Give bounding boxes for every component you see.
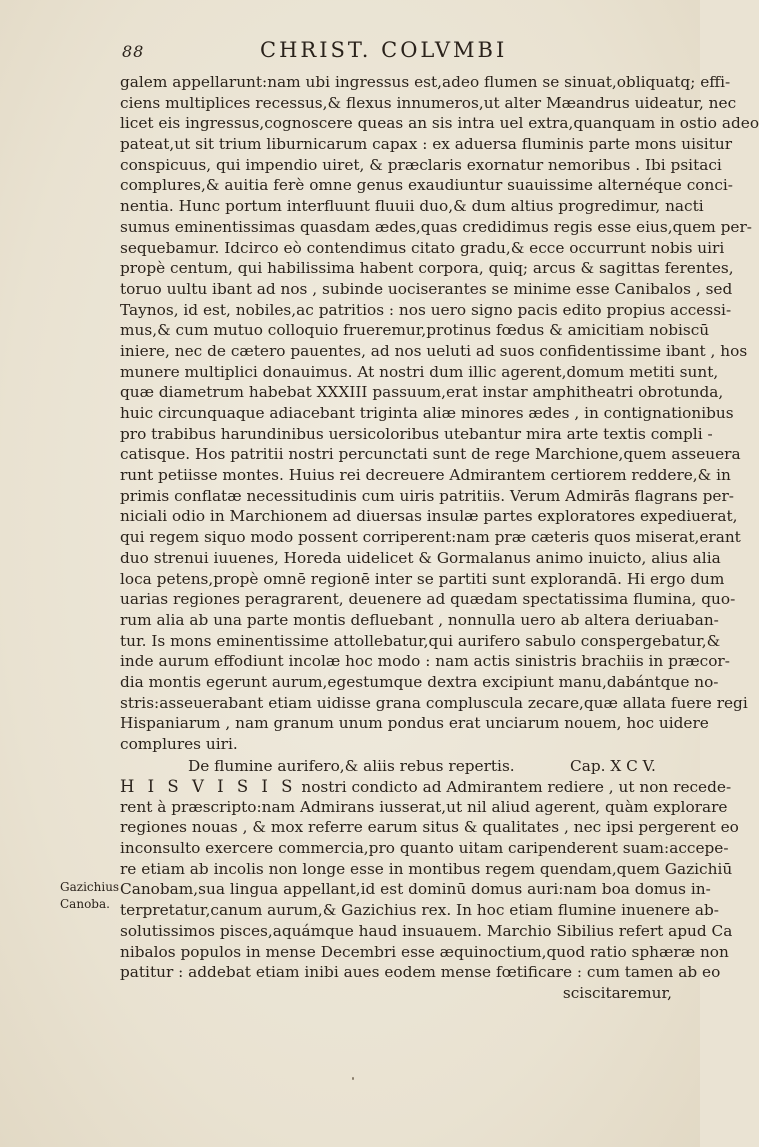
text-line: loca petens,propè omnē regionē inter se partiti sunt explorandā. Hi ergo dum <box>120 569 725 588</box>
text-line: primis conflatæ necessitudinis cum uiris patritiis. Verum Admirās flagrans per- <box>120 486 734 505</box>
text-line: stris:asseuerabant etiam uidisse grana complusculа zecare,quæ allata fuere regi <box>120 693 748 712</box>
text-line: pro trabibus harundinibus uersicoloribus utebantur mira arte textis compli - <box>120 424 713 443</box>
text-line: conspicuus, qui impendio uiret, & præclaris exornatur nemoribus . Ibi psitaci <box>120 155 722 174</box>
text-line: nibalos populos in mense Decembri esse æquinoctium,quod ratio sphæræ non <box>120 942 729 961</box>
text-line: qui regem siquo modo possent corriperent:nam præ cæteris quos miserat,erant <box>120 528 741 547</box>
text-line: licet eis ingressus,cognoscere queas an sis intra uel extra,quanquam in ostio adeo <box>120 114 759 133</box>
text-line: re etiam ab incolis non longe esse in montibus regem quendam,quem Gazichiū <box>120 859 733 878</box>
text-line: runt petiisse montes. Huius rei decreuere Admirantem certiorem reddere,& in <box>120 466 731 485</box>
text-line: tur. Is mons eminentissime attollebatur,qui aurifero sabulo conspergebatur,& <box>120 631 721 650</box>
text-line: Hispaniarum , nam granum unum pondus erat unciarum nouem, hoc uidere <box>120 714 709 733</box>
text-line: galem appellarunt:nam ubi ingressus est,adeo flumen se sinuat,obliquatq; effi- <box>120 73 731 91</box>
opening-small-caps: H I S V I S I S <box>120 776 297 796</box>
main-text-block <box>120 72 759 1004</box>
text-line: rum alia ab una parte montis defluebant , nonnulla uero ab altera deriuaban- <box>120 610 719 629</box>
text-line: catisque. Hos patritii nostri percunctati sunt de rege Marchione,quem asseuera <box>120 445 741 464</box>
text-line: Canobam,sua lingua appellant,id est dominū domus auri:nam boa domus in- <box>120 880 711 899</box>
text-line: complures uiri. <box>120 735 238 753</box>
text-line: uarias regiones peragrarent, deuenere ad quædam spectatissima flumina, quo- <box>120 590 736 609</box>
text-line: inde aurum effodiunt incolæ hoc modo : nam actis sinistris brachiis in præcor- <box>120 652 730 671</box>
text-line: solutissimos pisces,aquámque haud insuauem. Marchio Sibilius refert apud Ca <box>120 921 733 940</box>
page-number: 88 <box>122 42 145 61</box>
text-line: propè centum, qui habilissima habent corpora, quiq; arcus & sagittas ferentes, <box>120 259 734 278</box>
page-header <box>0 38 700 68</box>
margin-note-line: Gazichius <box>60 880 120 894</box>
text-line: niciali odio in Marchionem ad diuersas insulæ partes exploratores expediuerat, <box>120 507 738 526</box>
text-line: quæ diametrum habebat XXXIII passuum,erat instar amphitheatri obrotunda, <box>120 383 724 402</box>
text-line: terpretatur,canum aurum,& Gazichius rex. In hoc etiam flumine inuenere ab- <box>120 901 719 920</box>
paragraph-lines <box>120 72 759 755</box>
text-line: patitur : addebat etiam inibi aues eodem mense fœtificare : cum tamen ab eo <box>120 963 721 982</box>
margin-note-line: Canoba. <box>60 897 110 911</box>
text-line: nentia. Hunc portum interfluunt fluuii duo,& dum altius progredimur, nacti <box>120 197 704 216</box>
text-line: complures,& auitia ferè omne genus exaudiuntur suauissime alternéque conci- <box>120 176 733 195</box>
text-line: dia montis egerunt aurum,egestumque dextra excipiunt manu,dabántque no- <box>120 672 719 691</box>
chapter-opening-line <box>120 776 732 797</box>
text-line: ciens multiplices recessus,& flexus innumeros,ut alter Mæandrus uideatur, nec <box>120 93 737 112</box>
opening-rest: nostri condicto ad Admirantem rediere , ut non recede- <box>296 777 732 796</box>
chapter-lines <box>120 797 739 983</box>
chapter-title: De flumine aurifero,& aliis rebus repertis. <box>188 756 515 775</box>
text-line: inconsulto exercere commercia,pro quanto uitam caripenderent suam:accepe- <box>120 839 729 858</box>
running-head: CHRIST. COLVMBI <box>260 38 508 62</box>
text-line: toruo uultu ibant ad nos , subinde uociserantes se minime esse Canibalos , sed <box>120 279 733 298</box>
text-line: regiones nouas , & mox referre earum situs & qualitates , nec ipsi pergerent eo <box>120 818 739 837</box>
text-line: iniere, nec de cætero pauentes, ad nos ueluti ad suos confidentissime ibant , hos <box>120 341 748 360</box>
margin-note <box>60 879 119 913</box>
catchword: sciscitaremur, <box>562 983 672 1002</box>
text-line: mus,& cum mutuo colloquio frueremur,protinus fœdus & amicitiam nobiscū <box>120 321 710 340</box>
text-line: sequebamur. Idcirco eò contendimus citato gradu,& ecce occurrunt nobis uiri <box>120 238 725 257</box>
text-line: Taynos, id est, nobiles,ac patritios : nos uero signo pacis edito propius accessi- <box>120 300 732 319</box>
paper-speck <box>352 1077 354 1080</box>
chapter-heading <box>120 756 672 776</box>
text-line: duo strenui iuuenes, Horeda uidelicet & Gormalanus animo inuicto, alius alia <box>120 548 721 567</box>
text-line: huic circunquaque adiacebant triginta aliæ minores ædes , in contignationibus <box>120 404 734 422</box>
chapter-number: Cap. X C V. <box>570 756 656 775</box>
text-line: pateat,ut sit trium liburnicarum capax : ex aduersa fluminis parte mons uisitur <box>120 135 733 154</box>
text-line: rent à præscripto:nam Admirans iusserat,ut nil aliud agerent, quàm explorare <box>120 797 728 816</box>
text-line: sumus eminentissimas quasdam ædes,quas credidimus regis esse eius,quem per- <box>120 217 752 236</box>
text-line: munere multiplici donauimus. At nostri dum illic agerent,domum metiti sunt, <box>120 362 719 381</box>
